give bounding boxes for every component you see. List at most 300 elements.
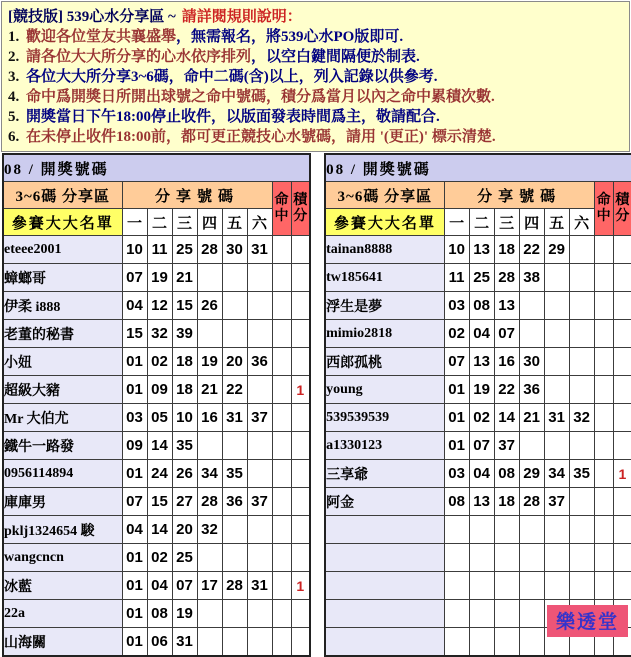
member-name: 山海關 xyxy=(3,628,122,657)
share-table-left xyxy=(2,153,311,657)
pick-number xyxy=(247,292,272,320)
pick-number: 11 xyxy=(147,236,172,264)
pick-number xyxy=(494,572,519,600)
table-row xyxy=(325,236,631,264)
pick-number: 15 xyxy=(172,292,197,320)
member-name: 蟑螂哥 xyxy=(3,264,122,292)
member-name: young xyxy=(325,376,444,404)
table-row xyxy=(3,516,310,544)
pick-number xyxy=(247,460,272,488)
pick-number xyxy=(544,432,569,460)
pick-number xyxy=(569,488,594,516)
pick-number xyxy=(569,320,594,348)
pick-number: 02 xyxy=(444,320,469,348)
score-cell xyxy=(613,376,631,404)
hit-cell xyxy=(272,544,291,572)
score-cell xyxy=(613,572,631,600)
score-cell xyxy=(613,320,631,348)
score-cell xyxy=(613,264,631,292)
pick-number: 08 xyxy=(469,292,494,320)
pick-number xyxy=(519,600,544,628)
table-row xyxy=(3,236,310,264)
hit-cell xyxy=(594,376,613,404)
pick-number: 19 xyxy=(172,600,197,628)
pick-number: 01 xyxy=(122,460,147,488)
pick-number xyxy=(569,572,594,600)
pick-number: 39 xyxy=(172,320,197,348)
table-row xyxy=(3,348,310,376)
hit-cell xyxy=(272,516,291,544)
pick-number xyxy=(222,264,247,292)
pick-number: 32 xyxy=(569,404,594,432)
table-row xyxy=(3,320,310,348)
pick-number xyxy=(247,516,272,544)
member-name: 0956114894 xyxy=(3,460,122,488)
pick-number: 09 xyxy=(147,376,172,404)
score-cell xyxy=(613,236,631,264)
rule-text-red: 命中爲開獎日所開出球號之命中號碼，積分爲當月以內之命中累積次數. xyxy=(26,89,495,105)
pick-number: 22 xyxy=(494,376,519,404)
pick-number: 04 xyxy=(122,292,147,320)
table-header-row-2 xyxy=(325,209,631,236)
pick-number xyxy=(494,600,519,628)
score-cell xyxy=(291,628,310,657)
pick-number: 26 xyxy=(197,292,222,320)
pick-number: 35 xyxy=(222,460,247,488)
day-header-1: 一 xyxy=(122,209,147,236)
pick-number xyxy=(197,628,222,657)
rule-number: 1. xyxy=(8,29,23,45)
pick-number: 16 xyxy=(494,348,519,376)
pick-number xyxy=(444,572,469,600)
table-row xyxy=(3,432,310,460)
pick-number: 01 xyxy=(122,376,147,404)
pick-number: 25 xyxy=(469,264,494,292)
score-cell xyxy=(291,600,310,628)
pick-number xyxy=(519,544,544,572)
pick-number xyxy=(569,264,594,292)
pick-number: 01 xyxy=(444,404,469,432)
score-cell xyxy=(613,292,631,320)
score-cell xyxy=(291,404,310,432)
rule-text-navy: ，以空白鍵間隔便於制表. xyxy=(251,49,420,65)
table-row xyxy=(3,600,310,628)
hit-cell xyxy=(594,432,613,460)
pick-number: 35 xyxy=(172,432,197,460)
pick-number xyxy=(544,292,569,320)
rule-line xyxy=(8,47,623,67)
pick-number: 15 xyxy=(122,320,147,348)
member-name: 阿金 xyxy=(325,488,444,516)
pick-number: 07 xyxy=(469,432,494,460)
rule-text-navy: 開獎當日下午18:00停止收件，以版面發表時間爲主，敬請配合. xyxy=(26,109,440,125)
pick-number: 07 xyxy=(172,572,197,600)
pick-number xyxy=(444,600,469,628)
pick-number: 29 xyxy=(519,460,544,488)
pick-number: 24 xyxy=(147,460,172,488)
hit-cell xyxy=(594,292,613,320)
pick-number xyxy=(569,544,594,572)
pick-number: 31 xyxy=(172,628,197,657)
score-cell xyxy=(613,432,631,460)
pick-number: 22 xyxy=(519,236,544,264)
day-header-3: 三 xyxy=(494,209,519,236)
pick-number: 18 xyxy=(172,348,197,376)
table-row xyxy=(3,572,310,600)
pick-number: 37 xyxy=(494,432,519,460)
pick-number xyxy=(222,544,247,572)
pick-number xyxy=(544,376,569,404)
hit-cell xyxy=(272,348,291,376)
rule-line xyxy=(8,27,623,47)
rule-text-red: 在未停止收件18:00前，都可更正競技心水號碼，請用 '(更正)' 標示清楚. xyxy=(26,129,496,145)
day-header-2: 二 xyxy=(469,209,494,236)
pick-number: 07 xyxy=(444,348,469,376)
pick-number: 26 xyxy=(172,460,197,488)
pick-number xyxy=(197,544,222,572)
pick-number xyxy=(469,516,494,544)
pick-number: 37 xyxy=(247,488,272,516)
pick-number xyxy=(519,432,544,460)
table-row xyxy=(325,376,631,404)
day-header-5: 五 xyxy=(544,209,569,236)
score-cell xyxy=(291,488,310,516)
table-row xyxy=(3,292,310,320)
member-name: 鐵牛一路發 xyxy=(3,432,122,460)
member-name: Mr 大伯尤 xyxy=(3,404,122,432)
score-cell xyxy=(291,544,310,572)
pick-number xyxy=(444,628,469,657)
hit-cell xyxy=(272,572,291,600)
member-name: 伊柔 i888 xyxy=(3,292,122,320)
member-name: 小妞 xyxy=(3,348,122,376)
pick-number xyxy=(197,432,222,460)
pick-number: 28 xyxy=(494,264,519,292)
table-row xyxy=(325,292,631,320)
pick-number: 31 xyxy=(247,572,272,600)
pick-number: 18 xyxy=(494,236,519,264)
pick-number: 07 xyxy=(494,320,519,348)
member-name: pklj1324654 駿 xyxy=(3,516,122,544)
pick-number: 12 xyxy=(147,292,172,320)
pick-number: 01 xyxy=(122,572,147,600)
score-cell xyxy=(291,432,310,460)
pick-number: 13 xyxy=(494,292,519,320)
rule-line xyxy=(8,107,623,127)
pick-number: 04 xyxy=(469,320,494,348)
table-row xyxy=(3,488,310,516)
pick-number xyxy=(247,432,272,460)
table-row xyxy=(325,488,631,516)
table-row xyxy=(325,404,631,432)
pick-number: 18 xyxy=(172,376,197,404)
pick-number: 21 xyxy=(197,376,222,404)
table-row xyxy=(325,432,631,460)
pick-number xyxy=(569,348,594,376)
pick-number xyxy=(569,432,594,460)
rule-number: 4. xyxy=(8,89,23,105)
rule-line xyxy=(8,67,623,87)
pick-number: 25 xyxy=(172,236,197,264)
share-numbers-header: 分享號碼 xyxy=(444,182,594,209)
hit-cell xyxy=(272,292,291,320)
rule-text-navy: 各位大大所分享3~6碼，命中二碼(含)以上，列入記錄以供參考. xyxy=(26,69,438,85)
score-cell xyxy=(291,516,310,544)
pick-number xyxy=(544,572,569,600)
zone-header: 3~6碼 分享區 xyxy=(3,182,122,209)
score-cell: 1 xyxy=(613,460,631,488)
member-name: 老董的秘書 xyxy=(3,320,122,348)
roster-header: 參賽大大名單 xyxy=(3,209,122,236)
rule-number: 5. xyxy=(8,109,23,125)
pick-number: 34 xyxy=(197,460,222,488)
pick-number: 10 xyxy=(122,236,147,264)
pick-number: 08 xyxy=(444,488,469,516)
rules-panel xyxy=(1,1,630,152)
pick-number xyxy=(247,628,272,657)
table-header-row-2 xyxy=(3,209,310,236)
rule-number: 3. xyxy=(8,69,23,85)
pick-number xyxy=(247,320,272,348)
pick-number: 21 xyxy=(172,264,197,292)
roster-header: 參賽大大名單 xyxy=(325,209,444,236)
member-name: tainan8888 xyxy=(325,236,444,264)
pick-number: 14 xyxy=(147,432,172,460)
hit-cell xyxy=(594,488,613,516)
day-header-6: 六 xyxy=(247,209,272,236)
rule-line xyxy=(8,127,623,147)
pick-number xyxy=(569,516,594,544)
hit-cell xyxy=(272,236,291,264)
pick-number: 18 xyxy=(494,488,519,516)
pick-number: 20 xyxy=(222,348,247,376)
pick-number: 01 xyxy=(122,544,147,572)
share-numbers-header: 分享號碼 xyxy=(122,182,272,209)
pick-number: 17 xyxy=(197,572,222,600)
member-name: a1330123 xyxy=(325,432,444,460)
pick-number: 29 xyxy=(544,236,569,264)
score-cell xyxy=(291,320,310,348)
score-cell xyxy=(613,544,631,572)
member-name: 三享爺 xyxy=(325,460,444,488)
pick-number: 20 xyxy=(172,516,197,544)
pick-number xyxy=(494,516,519,544)
pick-number: 02 xyxy=(147,348,172,376)
pick-number: 28 xyxy=(222,572,247,600)
share-tables xyxy=(2,153,631,657)
pick-number: 07 xyxy=(122,264,147,292)
score-cell xyxy=(613,404,631,432)
member-name xyxy=(325,544,444,572)
pick-number: 31 xyxy=(247,236,272,264)
score-cell xyxy=(291,264,310,292)
pick-number: 08 xyxy=(494,460,519,488)
hit-cell xyxy=(594,572,613,600)
pick-number: 14 xyxy=(494,404,519,432)
rules-list xyxy=(8,27,623,147)
table-row xyxy=(3,460,310,488)
member-name: mimio2818 xyxy=(325,320,444,348)
pick-number xyxy=(197,320,222,348)
hit-cell xyxy=(272,600,291,628)
pick-number xyxy=(519,292,544,320)
score-cell xyxy=(291,236,310,264)
pick-number: 02 xyxy=(147,544,172,572)
pick-number: 03 xyxy=(122,404,147,432)
pick-number xyxy=(247,544,272,572)
hit-cell xyxy=(594,264,613,292)
member-name xyxy=(325,600,444,628)
lottery-hall-badge: 樂透堂 xyxy=(547,605,628,637)
table-row xyxy=(325,516,631,544)
table-caption-row xyxy=(3,154,310,182)
pick-number: 10 xyxy=(172,404,197,432)
score-header: 積分 xyxy=(613,182,631,236)
member-name: eteee2001 xyxy=(3,236,122,264)
member-name: 超級大豬 xyxy=(3,376,122,404)
pick-number xyxy=(222,292,247,320)
share-rows-right xyxy=(325,236,631,657)
table-row xyxy=(325,264,631,292)
table-row xyxy=(3,376,310,404)
pick-number xyxy=(469,572,494,600)
pick-number xyxy=(444,544,469,572)
pick-number xyxy=(247,264,272,292)
hit-header: 命中 xyxy=(594,182,613,236)
pick-number xyxy=(469,600,494,628)
pick-number xyxy=(197,600,222,628)
hit-cell xyxy=(594,460,613,488)
table-row xyxy=(325,572,631,600)
hit-cell xyxy=(272,404,291,432)
pick-number xyxy=(519,628,544,657)
pick-number: 31 xyxy=(222,404,247,432)
hit-cell xyxy=(272,376,291,404)
pick-number: 16 xyxy=(197,404,222,432)
hit-cell xyxy=(594,320,613,348)
day-header-4: 四 xyxy=(197,209,222,236)
pick-number xyxy=(519,516,544,544)
table-caption: 08 / 開獎號碼 xyxy=(3,154,310,182)
pick-number: 01 xyxy=(122,348,147,376)
pick-number: 38 xyxy=(519,264,544,292)
pick-number xyxy=(222,432,247,460)
pick-number xyxy=(222,516,247,544)
board-title: [競技版] 539心水分享區 ~ xyxy=(8,9,176,25)
day-header-5: 五 xyxy=(222,209,247,236)
rule-text-navy: ，無需報名，將539心水PO版即可. xyxy=(176,29,404,45)
member-name: 539539539 xyxy=(325,404,444,432)
hit-cell xyxy=(594,348,613,376)
pick-number: 32 xyxy=(197,516,222,544)
zone-header: 3~6碼 分享區 xyxy=(325,182,444,209)
score-cell xyxy=(291,348,310,376)
pick-number: 36 xyxy=(247,348,272,376)
pick-number xyxy=(569,292,594,320)
pick-number xyxy=(247,600,272,628)
score-cell xyxy=(613,516,631,544)
score-cell xyxy=(613,488,631,516)
member-name: 浮生是夢 xyxy=(325,292,444,320)
table-row xyxy=(325,544,631,572)
pick-number xyxy=(197,264,222,292)
score-cell xyxy=(613,348,631,376)
pick-number: 04 xyxy=(469,460,494,488)
hit-cell xyxy=(594,236,613,264)
pick-number xyxy=(494,628,519,657)
hit-cell xyxy=(272,488,291,516)
pick-number xyxy=(494,544,519,572)
pick-number: 13 xyxy=(469,236,494,264)
member-name: 西郎孤桃 xyxy=(325,348,444,376)
pick-number: 01 xyxy=(122,628,147,657)
pick-number xyxy=(544,320,569,348)
score-cell: 1 xyxy=(291,572,310,600)
rule-number: 2. xyxy=(8,49,23,65)
hit-cell xyxy=(272,460,291,488)
member-name: 冰藍 xyxy=(3,572,122,600)
table-header-row-1 xyxy=(325,182,631,209)
table-row xyxy=(325,348,631,376)
pick-number: 01 xyxy=(122,600,147,628)
pick-number xyxy=(544,516,569,544)
pick-number xyxy=(569,236,594,264)
pick-number: 36 xyxy=(222,488,247,516)
pick-number xyxy=(469,544,494,572)
pick-number: 35 xyxy=(569,460,594,488)
pick-number: 13 xyxy=(469,488,494,516)
pick-number xyxy=(544,544,569,572)
score-cell: 1 xyxy=(291,376,310,404)
share-table-right xyxy=(324,153,631,657)
table-caption-row xyxy=(325,154,631,182)
table-row xyxy=(3,544,310,572)
pick-number xyxy=(519,572,544,600)
pick-number: 01 xyxy=(444,376,469,404)
member-name: tw185641 xyxy=(325,264,444,292)
pick-number: 10 xyxy=(444,236,469,264)
pick-number xyxy=(544,264,569,292)
score-cell xyxy=(291,292,310,320)
rules-notice: 請詳閱規則說明： xyxy=(181,9,302,25)
pick-number xyxy=(222,320,247,348)
page-title xyxy=(8,7,623,27)
hit-cell xyxy=(272,264,291,292)
score-header: 積分 xyxy=(291,182,310,236)
table-row xyxy=(3,264,310,292)
pick-number: 11 xyxy=(444,264,469,292)
member-name: 庫庫男 xyxy=(3,488,122,516)
pick-number: 37 xyxy=(247,404,272,432)
rule-number: 6. xyxy=(8,129,23,145)
pick-number: 19 xyxy=(197,348,222,376)
day-header-2: 二 xyxy=(147,209,172,236)
hit-header: 命中 xyxy=(272,182,291,236)
pick-number xyxy=(247,376,272,404)
member-name: wangcncn xyxy=(3,544,122,572)
pick-number: 06 xyxy=(147,628,172,657)
pick-number: 04 xyxy=(122,516,147,544)
pick-number: 30 xyxy=(519,348,544,376)
pick-number: 08 xyxy=(147,600,172,628)
rule-text-red: 請各位大大所分享的心水依序排列 xyxy=(26,49,252,65)
pick-number xyxy=(222,628,247,657)
pick-number: 25 xyxy=(172,544,197,572)
pick-number xyxy=(222,600,247,628)
hit-cell xyxy=(594,516,613,544)
member-name: 22a xyxy=(3,600,122,628)
pick-number: 36 xyxy=(519,376,544,404)
